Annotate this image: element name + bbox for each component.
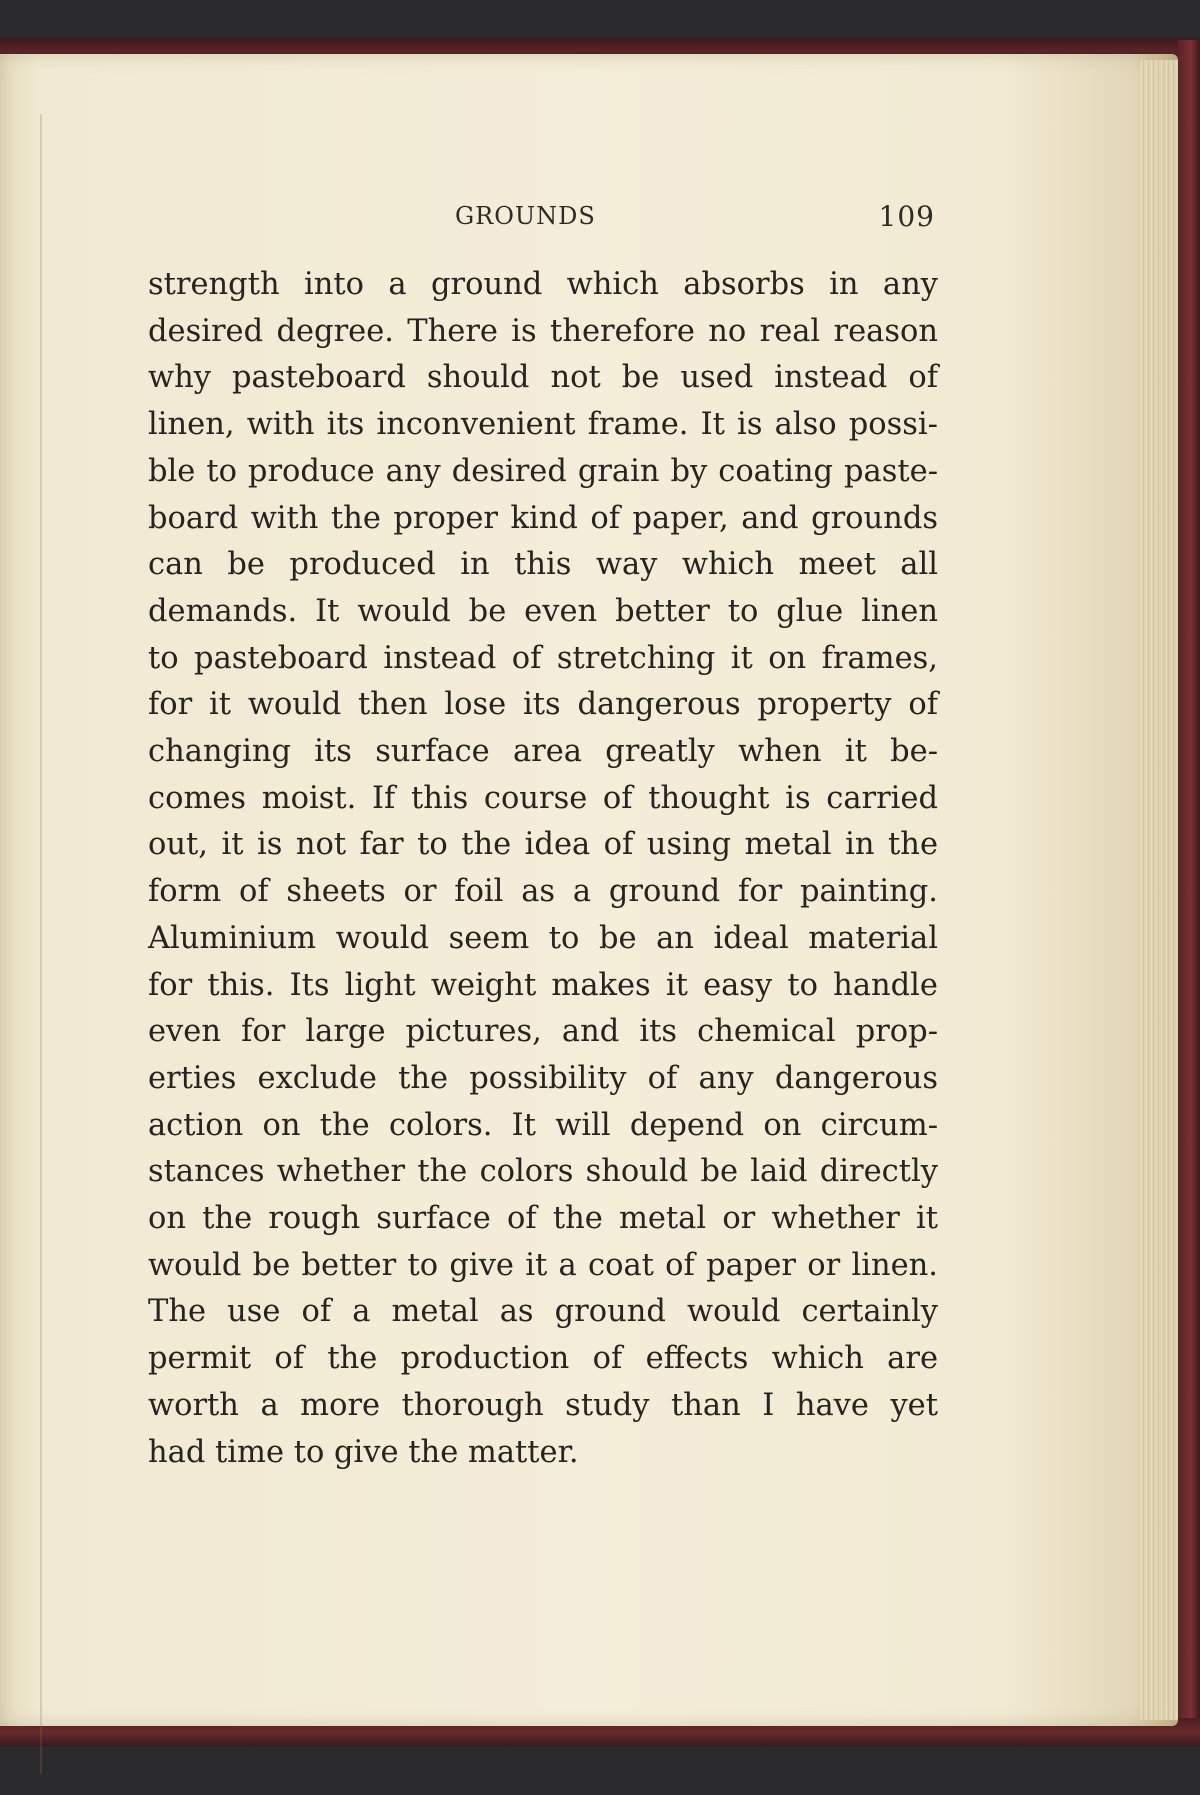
text-line: out, it is not far to the idea of using metal in the [148,827,938,863]
text-line: The use of a metal as ground would certainly [148,1294,938,1330]
text-line: form of sheets or foil as a ground for painting. [148,874,938,910]
text-line: strength into a ground which absorbs in any [148,267,938,302]
text-line: board with the proper kind of paper, and grounds [148,500,938,536]
text-line: to pasteboard instead of stretching it on frames, [148,640,938,676]
body-text [148,262,938,1476]
text-line: why pasteboard should not be used instead of [148,360,938,396]
text-line: linen, with its inconvenient frame. It is also possi- [148,407,938,443]
text-line: demands. It would be even better to glue linen [148,593,938,629]
text-line: stances whether the colors should be laid directly [148,1154,938,1190]
text-line: permit of the production of effects which are [148,1341,938,1377]
text-line: can be produced in this way which meet all [148,547,938,583]
text-line: for this. Its light weight makes it easy to handle [148,967,938,1003]
page-gutter [40,114,42,1774]
text-line: changing its surface area greatly when it be- [148,734,938,770]
text-line: erties exclude the possibility of any dangerous [148,1060,938,1096]
text-line: had time to give the matter. [148,1434,579,1470]
text-line: ble to produce any desired grain by coating paste- [148,453,938,489]
running-head [150,200,935,240]
text-line: comes moist. If this course of thought is carried [148,780,938,816]
text-line: action on the colors. It will depend on circum- [148,1107,938,1143]
binding-right-edge [1178,40,1200,1740]
text-line: on the rough surface of the metal or whether it [148,1201,938,1237]
text-line: for it would then lose its dangerous property of [148,687,938,723]
text-line: would be better to give it a coat of paper or linen. [148,1247,938,1283]
text-line: desired degree. There is therefore no real reason [148,313,938,349]
text-line: even for large pictures, and its chemical prop- [148,1014,938,1050]
text-line: worth a more thorough study than I have yet [148,1387,938,1423]
running-title: GROUNDS [455,202,596,230]
page-number: 109 [878,200,935,233]
text-line: Aluminium would seem to be an ideal material [148,920,938,956]
page-edges [1140,60,1178,1720]
